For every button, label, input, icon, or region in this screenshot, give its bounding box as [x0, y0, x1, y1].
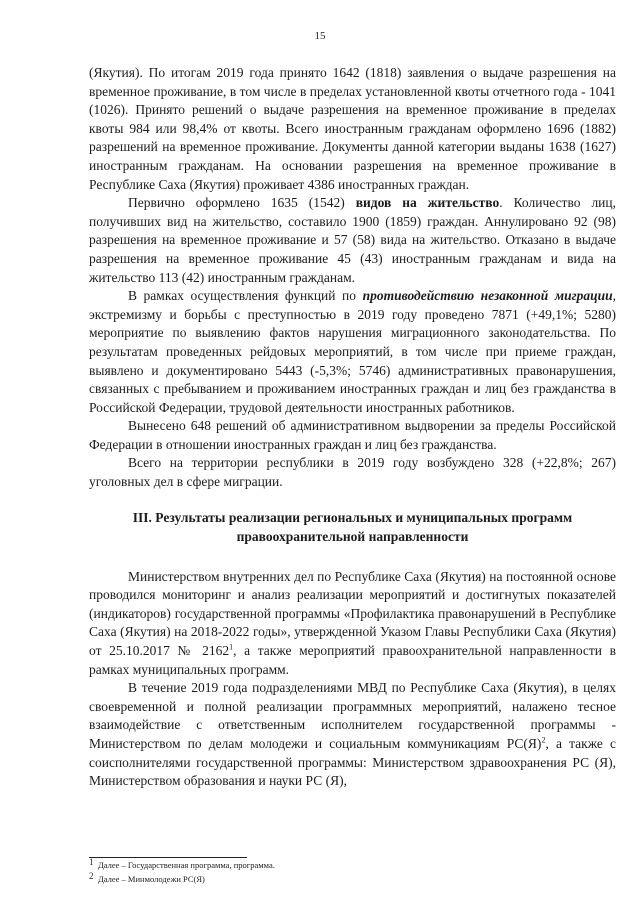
- footnote-reference: 2: [541, 735, 546, 745]
- text-run: В течение 2019 года подразделениями МВД по Республике Саха (Якутия), в целях своевременной и полной реализации программных мероприятий, налажено тесное взаимодействие с ответственным исполнителем государственной программы - Министерством по делам молодежи и социальным коммуникациям РС(Я): [89, 680, 616, 751]
- paragraph-p6: [89, 568, 616, 680]
- paragraph-p4: [89, 417, 616, 454]
- text-run: противодействию незаконной миграции: [362, 288, 613, 304]
- text-run: . Количество лиц, получивших вид на жительство, составило 1900 (1859) граждан. Аннулировано 92 (98) разрешения на временное проживание и 57 (58) вида на жительство. Отказано в выдаче разрешения на временное проживание 45 (43) иностранным гражданам и вида на жительство 113 (42) иностранным гражданам.: [89, 195, 617, 285]
- text-run: Министерством внутренних дел по Республике Саха (Якутия) на постоянной основе проводился мониторинг и анализ реализации мероприятий и достигнутых показателей (индикаторов) государственной программы «Профилактика правонарушений в Республике Саха (Якутия) на 2018-2022 годы», утвержденной Указом Главы Республики Саха (Якутия) от 25.10.2017 № 2162: [89, 568, 616, 659]
- text-run: , а также с соисполнителями государственной программы: Министерством здравоохранения РС (Я), Министерством образования и науки РС (Я),: [89, 736, 616, 789]
- paragraph-p2: [89, 194, 616, 287]
- page-number: 15: [314, 30, 326, 42]
- text-run: видов на жительство: [355, 195, 500, 211]
- text-run: , экстремизму и борьбы с преступностью в 2019 году проведено 7871 (+49,1%; 5280) мероприятие по выявлению фактов нарушения миграционного законодательства. По результатам проведенных рейдовых мероприятий, в том числе при приеме граждан, выявлено и документировано 5443 (-5,3%; 5746) административных правонарушения, связанных с пребыванием и проживанием иностранных граждан и лиц без гражданства в Российской Федерации, трудовой деятельности иностранных работников.: [89, 288, 616, 415]
- text-run: , а также мероприятий правоохранительной направленности в рамках муниципальных программ.: [89, 643, 616, 677]
- paragraphs-before-heading: [89, 64, 616, 492]
- footnote-divider: [89, 857, 247, 858]
- text-run: (Якутия). По итогам 2019 года принято 1642 (1818) заявления о выдаче разрешения на временное проживание, в том числе в пределах установленной квоты отчетного года - 1041 (1026). Принято решений о выдаче разрешения на временное проживание в пределах квоты 984 или 98,4% от квоты. Всего иностранным гражданам оформлено 1696 (1882) разрешений на временное проживание. Документы данной категории выданы 1638 (1627) иностранным гражданам. На основании разрешения на временное проживание в Республике Саха (Якутия) проживает 4386 иностранных граждан.: [89, 65, 616, 192]
- text-run: Вынесено 648 решений об административном выдворении за пределы Российской Федерации в отношении иностранных граждан и лиц без гражданства.: [89, 418, 616, 452]
- paragraphs-after-heading: [89, 568, 616, 791]
- paragraph-p3: [89, 287, 616, 417]
- paragraph-p1: [89, 64, 616, 194]
- text-run: В рамках осуществления функций по: [128, 288, 363, 304]
- section-heading: III. Результаты реализации региональных и муниципальных программ правоохранительной направленности: [132, 509, 573, 544]
- text-run: Первично оформлено 1635 (1542): [128, 195, 356, 211]
- footnote-1: [89, 857, 489, 871]
- paragraph-p7: [89, 679, 616, 791]
- body-text: [89, 64, 616, 791]
- paragraph-p5: [89, 454, 616, 491]
- footnote-text: Далее – Минмолодежи РС(Я): [98, 874, 205, 884]
- footnote-text: Далее – Государственная программа, программа.: [98, 860, 275, 870]
- footnote-2: [89, 871, 489, 885]
- footnote-mark: 2: [89, 871, 94, 881]
- text-run: Всего на территории республики в 2019 году возбуждено 328 (+22,8%; 267) уголовных дел в сфере миграции.: [89, 455, 616, 490]
- footnote-reference: 1: [229, 642, 234, 652]
- footnotes: [89, 857, 489, 888]
- footnote-mark: 1: [89, 857, 94, 867]
